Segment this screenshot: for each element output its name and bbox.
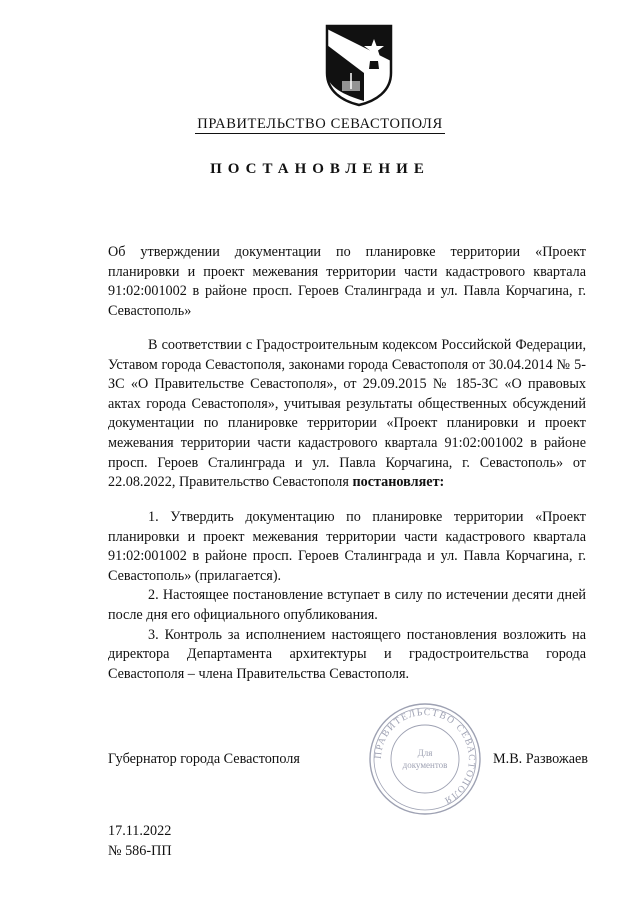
coat-of-arms-icon xyxy=(324,23,394,107)
resolution-item: 3. Контроль за исполнением настоящего постановления возложить на директора Департамента архитектуры и градостроительства города Севастополя – члена Правительства Севастополя. xyxy=(108,626,586,682)
document-subject: Об утверждении документации по планировке территории «Проект планировки и проект межевания территории части кадастрового квартала 91:02:001002 в районе просп. Героев Сталинграда и ул. Павла Корчагина, г. Севастополь» xyxy=(108,244,586,319)
signature-block xyxy=(108,751,588,768)
preamble-text: В соответствии с Градостроительным кодексом Российской Федерации, Уставом города Севастополя, законами города Севастополя от 30.04.2014 № 5-ЗС «О Правительстве Севастополя», от 29.09.2015 № 185-ЗС «О правовых актах города Севастополя», учитывая результаты общественных обсуждений документации по планировке территории «Проект планировки и проект межевания территории части кадастрового квартала 91:02:001002 в районе просп. Героев Сталинграда и ул. Павла Корчагина, г. Севастополь» от 22.08.2022, Правительство Севастополя xyxy=(108,337,586,491)
resolution-items xyxy=(108,508,586,684)
resolution-item: 2. Настоящее постановление вступает в силу по истечении десяти дней после дня его официального опубликования. xyxy=(108,587,586,623)
stamp-center-text-1: Для xyxy=(417,748,433,758)
document-type-title: ПОСТАНОВЛЕНИЕ xyxy=(210,161,430,177)
preamble-paragraph xyxy=(108,336,586,493)
government-name: ПРАВИТЕЛЬСТВО СЕВАСТОПОЛЯ xyxy=(197,116,443,132)
stamp-ring-text: ПРАВИТЕЛЬСТВО СЕВАСТОПОЛЯ xyxy=(373,707,477,806)
stamp-center-text-2: документов xyxy=(402,760,448,770)
resolution-item: 1. Утвердить документацию по планировке территории «Проект планировки и проект межевания территории части кадастрового квартала 91:02:001002 в районе просп. Героев Сталинграда и ул. Павла Корчагина, г. Севастополь» (прилагается). xyxy=(108,509,586,584)
document-footer xyxy=(108,821,172,861)
document-number: № 586-ПП xyxy=(108,843,172,859)
signatory-position: Губернатор города Севастополя xyxy=(108,751,300,767)
document-date: 17.11.2022 xyxy=(108,823,172,839)
signatory-name: М.В. Развожаев xyxy=(493,751,588,767)
decides-keyword: постановляет: xyxy=(352,474,445,491)
